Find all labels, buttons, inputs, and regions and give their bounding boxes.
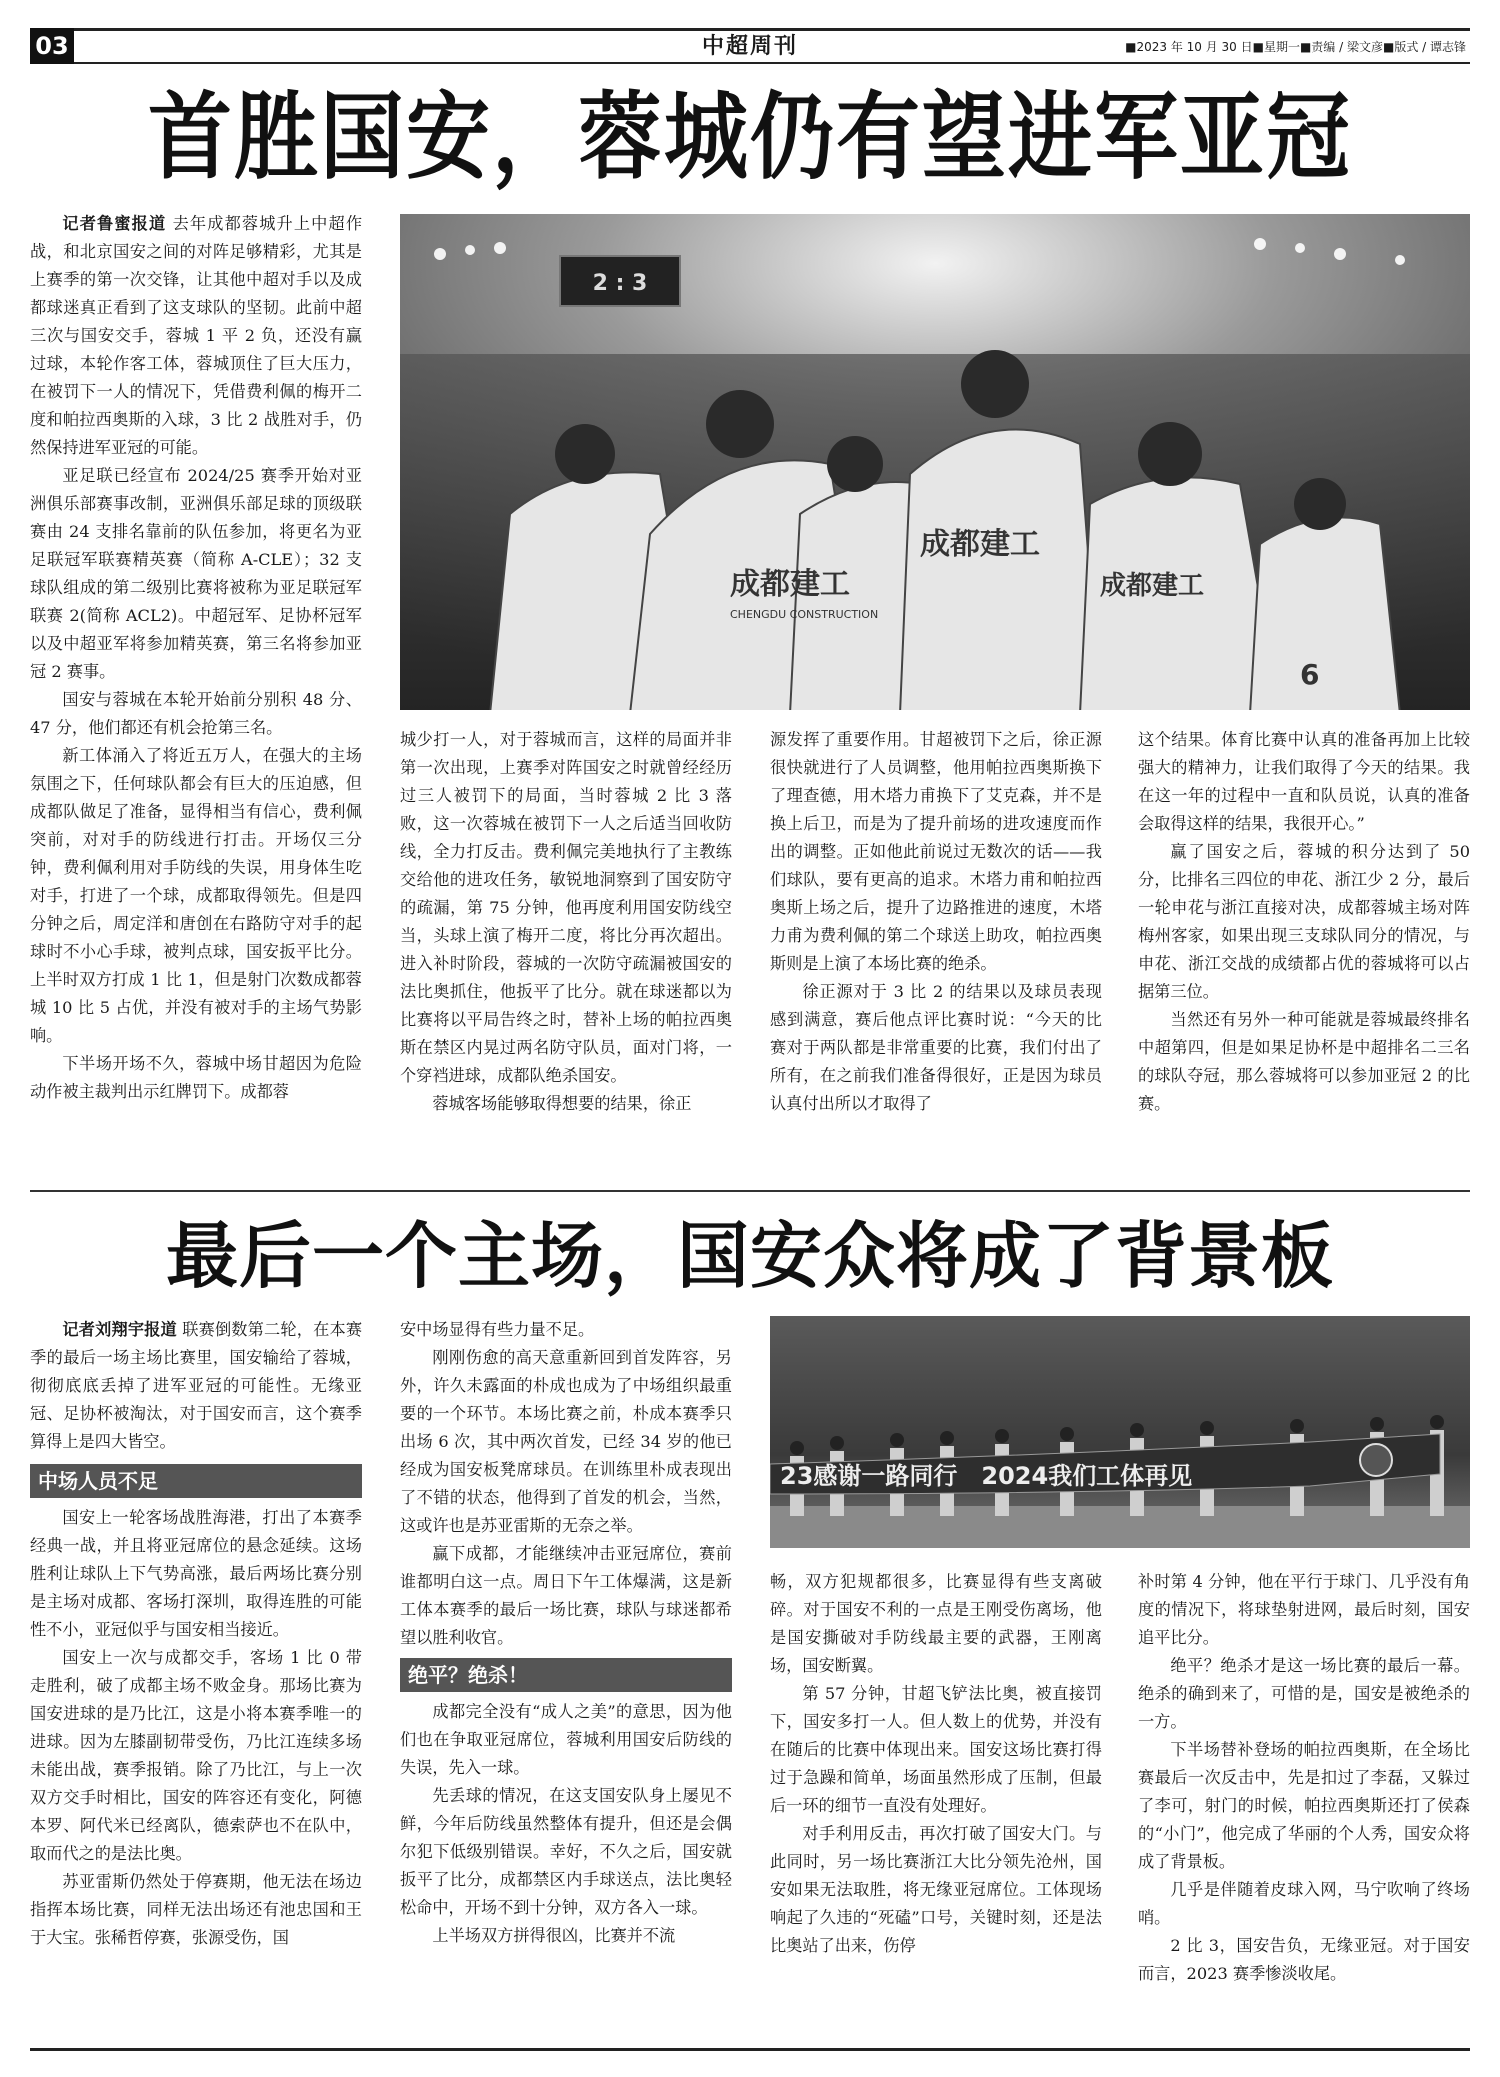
story1-column-1 xyxy=(30,210,362,1172)
club-crest-icon xyxy=(1360,1444,1392,1476)
story1-col1-p3: 国安与蓉城在本轮开始前分别积 48 分、47 分，他们都还有机会抢第三名。 xyxy=(30,690,362,737)
shirt-sponsor: 成都建工 xyxy=(730,567,850,602)
story1-column-3 xyxy=(770,726,1102,1172)
story2-col1-p2: 国安上一轮客场战胜海港，打出了本赛季经典一战，并且将亚冠席位的悬念延续。这场胜利让球队上下气势高涨，最后两场比赛分别是主场对成都、客场打深圳，取得连胜的可能性不小，亚冠似乎与国安相当接近。 xyxy=(30,1508,362,1639)
story2-photo xyxy=(770,1316,1470,1548)
story1-column-4 xyxy=(1138,726,1470,1172)
story2-col2-p5: 上半场双方拼得很凶，比赛并不流 xyxy=(432,1926,676,1945)
story1-col1-p5: 下半场开场不久，蓉城中场甘超因为危险动作被主裁判出示红牌罚下。成都蓉 xyxy=(30,1054,362,1101)
story2-column-3 xyxy=(770,1568,1102,2046)
story1-col3-p1: 源发挥了重要作用。甘超被罚下之后，徐正源很快就进行了人员调整，他用帕拉西奥斯换下了理查德，用木塔力甫换下了艾克森，并不是换上后卫，而是为了提升前场的进攻速度而作出的调整。正如他此前说过无数次的话——我们球队，要有更高的追求。木塔力甫和帕拉西奥斯上场之后，提升了边路推进的速度，木塔力甫为费利佩的第二个球送上助攻，帕拉西奥斯则是上演了本场比赛的绝杀。 xyxy=(770,730,1102,973)
story2-col4-p1: 补时第 4 分钟，他在平行于球门、几乎没有角度的情况下，将球垫射进网，最后时刻，国安追平比分。 xyxy=(1138,1572,1470,1647)
story2-col1-p4: 苏亚雷斯仍然处于停赛期，他无法在场边指挥本场比赛，同样无法出场还有池忠国和王于大宝。张稀哲停赛，张源受伤，国 xyxy=(30,1872,362,1947)
shirt-sponsor-en: CHENGDU CONSTRUCTION xyxy=(730,608,879,621)
publication-name: 中超周刊 xyxy=(701,34,798,59)
subhead-equalizer: 绝平？绝杀！ xyxy=(400,1658,732,1692)
story2-col4-p3: 下半场替补登场的帕拉西奥斯，在全场比赛最后一次反击中，先是扣过了李磊，又躲过了李可，射门的时候，帕拉西奥斯还打了侯森的“小门”，他完成了华丽的个人秀，国安众将成了背景板。 xyxy=(1138,1740,1470,1871)
story2-col2-p0: 安中场显得有些力量不足。 xyxy=(400,1320,595,1339)
story1-col1-p4: 新工体涌入了将近五万人，在强大的主场氛围之下，任何球队都会有巨大的压迫感，但成都队做足了准备，显得相当有信心，费利佩突前，对对手的防线进行打击。开场仅三分钟，费利佩利用对手防线的失误，用身体生吃对手，打进了一个球，成都取得领先。但是四分钟之后，周定洋和唐创在右路防守对手的起球时不小心手球，被判点球，国安扳平比分。上半时双方打成 1 比 1，但是射门次数成都蓉城 10 比 5 占优，并没有被对手的主场气势影响。 xyxy=(30,746,362,1045)
story2-col2-p4: 先丢球的情况，在这支国安队身上屡见不鲜，今年后防线虽然整体有提升，但还是会偶尔犯下低级别错误。幸好，不久之后，国安就扳平了比分，成都禁区内手球送点，法比奥轻松命中，开场不到十分钟，双方各入一球。 xyxy=(400,1786,732,1917)
shirt-sponsor-3: 成都建工 xyxy=(1100,571,1205,601)
story1-headline: 首胜国安，蓉城仍有望进军亚冠 xyxy=(147,82,1352,192)
subhead-midfield: 中场人员不足 xyxy=(30,1464,362,1498)
story2-col4-p2: 绝平？绝杀才是这一场比赛的最后一幕。绝杀的确到来了，可惜的是，国安是被绝杀的一方。 xyxy=(1138,1656,1470,1731)
story2-col3-p2: 第 57 分钟，甘超飞铲法比奥，被直接罚下，国安多打一人。但人数上的优势，并没有在随后的比赛中体现出来。国安这场比赛打得过于急躁和简单，场面虽然形成了压制，但最后一环的细节一直没有处理好。 xyxy=(770,1684,1102,1815)
story1-column-2 xyxy=(400,726,732,1172)
story1-col2-p1: 城少打一人，对于蓉城而言，这样的局面并非第一次出现，上赛季对阵国安之时就曾经经历过三人被罚下的局面，当时蓉城 2 比 3 落败，这一次蓉城在被罚下一人之后适当回收防线，全力打反击。费利佩完美地执行了主教练交给他的进攻任务，敏锐地洞察到了国安防守的疏漏，第 75 分钟，他再度利用国安防线空当，头球上演了梅开二度，将比分再次超出。进入补时阶段，蓉城的一次防守疏漏被国安的法比奥抓住，他扳平了比分。就在球迷都以为比赛将以平局告终之时，替补上场的帕拉西奥斯在禁区内晃过两名防守队员，面对门将，一个穿裆进球，成都队绝杀国安。 xyxy=(400,730,732,1085)
story2-col1-p3: 国安上一次与成都交手，客场 1 比 0 带走胜利，破了成都主场不败金身。那场比赛为国安进球的是乃比江，这是小将本赛季唯一的进球。因为左膝副韧带受伤，乃比江连续多场未能出战，赛季报销。除了乃比江，与上一次双方交手时相比，国安的阵容还有变化，阿德本罗、阿代米已经离队，德索萨也不在队中，取而代之的是法比奥。 xyxy=(30,1648,362,1863)
story2-col4-p4: 几乎是伴随着皮球入网，马宁吹响了终场哨。 xyxy=(1138,1880,1470,1927)
story1-col4-p3: 当然还有另外一种可能就是蓉城最终排名中超第四，但是如果足协杯是中超排名二三名的球队夺冠，那么蓉城将可以参加亚冠 2 的比赛。 xyxy=(1138,1010,1470,1113)
header-meta: ■2023 年 10 月 30 日■星期一■责编 / 梁文彦■版式 / 谭志锋 xyxy=(1125,40,1466,54)
page-number: 03 xyxy=(30,28,74,64)
story1-photo xyxy=(400,214,1470,710)
shirt-number: 6 xyxy=(1300,658,1320,691)
story2-col3-p1: 畅，双方犯规都很多，比赛显得有些支离破碎。对于国安不利的一点是王刚受伤离场，他是国安撕破对手防线最主要的武器，王刚离场，国安断翼。 xyxy=(770,1572,1102,1675)
story2-col2-p3: 成都完全没有“成人之美”的意思，因为他们也在争取亚冠席位，蓉城利用国安后防线的失误，先入一球。 xyxy=(400,1702,732,1777)
story1-byline: 记者鲁蜜报道 xyxy=(62,214,167,233)
story1-col2-p2: 蓉城客场能够取得想要的结果，徐正 xyxy=(432,1094,692,1113)
story1-col4-p2: 赢了国安之后，蓉城的积分达到了 50 分，比排名三四位的申花、浙江少 2 分，最后一轮申花与浙江直接对决，成都蓉城主场对阵梅州客家，如果出现三支球队同分的情况，与申花、浙江交战的成绩都占优的蓉城将可以占据第三位。 xyxy=(1138,842,1470,1001)
story2-col4-p5: 2 比 3，国安告负，无缘亚冠。对于国安而言，2023 赛季惨淡收尾。 xyxy=(1138,1936,1470,1983)
story2-byline: 记者刘翔宇报道 xyxy=(62,1320,177,1339)
story2-col2-p1: 刚刚伤愈的高天意重新回到首发阵容，另外，许久未露面的朴成也成为了中场组织最重要的一个环节。本场比赛之前，朴成本赛季只出场 6 次，其中两次首发，已经 34 岁的他已经成为国安板凳席球员。在训练里朴成表现出了不错的状态，他得到了首发的机会，当然，这或许也是苏亚雷斯的无奈之举。 xyxy=(400,1348,732,1535)
story1-col1-p2: 亚足联已经宣布 2024/25 赛季开始对亚洲俱乐部赛事改制，亚洲俱乐部足球的顶级联赛由 24 支排名靠前的队伍参加，将更名为亚足联冠军联赛精英赛（简称 A-CLE）；32 支球队组成的第二级别比赛将被称为亚足联冠军联赛 2(简称 ACL2)。中超冠军、足协杯冠军以及中超亚军将参加精英赛，第三名将参加亚冠 2 赛事。 xyxy=(30,466,362,681)
story2-col1-p1: 联赛倒数第二轮，在本赛季的最后一场主场比赛里，国安输给了蓉城，彻彻底底丢掉了进军亚冠的可能性。无缘亚冠、足协杯被淘汰，对于国安而言，这个赛季算得上是四大皆空。 xyxy=(30,1320,362,1451)
story2-column-4 xyxy=(1138,1568,1470,2046)
page-header xyxy=(30,28,1470,64)
story1-col4-p1: 这个结果。体育比赛中认真的准备再加上比较强大的精神力，让我们取得了今天的结果。我在这一年的过程中一直和队员说，认真的准备会取得这样的结果，我很开心。” xyxy=(1138,730,1470,833)
section-divider xyxy=(30,1190,1470,1192)
story2-headline: 最后一个主场，国安众将成了背景板 xyxy=(165,1214,1334,1298)
story2-col3-p3: 对手利用反击，再次打破了国安大门。与此同时，另一场比赛浙江大比分领先沧州，国安如果无法取胜，将无缘亚冠席位。工体现场响起了久违的“死磕”口号，关键时刻，还是法比奥站了出来，伤停 xyxy=(770,1824,1102,1955)
page-bottom-rule xyxy=(30,2048,1470,2051)
scoreboard-score: 2 : 3 xyxy=(592,271,648,296)
shirt-sponsor-2: 成都建工 xyxy=(920,527,1040,562)
celebration-photo-graphic xyxy=(400,214,1470,710)
story1-col1-p1: 去年成都蓉城升上中超作战，和北京国安之间的对阵足够精彩，尤其是上赛季的第一次交锋，让其他中超对手以及成都球迷真正看到了这支球队的坚韧。此前中超三次与国安交手，蓉城 1 平 2 负，还没有赢过球，本轮作客工体，蓉城顶住了巨大压力，在被罚下一人的情况下，凭借费利佩的梅开二度和帕拉西奥斯的入球，3 比 2 战胜对手，仍然保持进军亚冠的可能。 xyxy=(30,214,362,457)
story2-col2-p2: 赢下成都，才能继续冲击亚冠席位，赛前谁都明白这一点。周日下午工体爆满，这是新工体本赛季的最后一场比赛，球队与球迷都希望以胜利收官。 xyxy=(400,1544,732,1647)
team-banner-photo-graphic xyxy=(770,1316,1470,1548)
story2-column-2 xyxy=(400,1316,732,2046)
story2-column-1 xyxy=(30,1316,362,2046)
banner-text: 23感谢一路同行 2024我们工体再见 xyxy=(780,1462,1193,1490)
story1-col3-p2: 徐正源对于 3 比 2 的结果以及球员表现感到满意，赛后他点评比赛时说：“今天的比赛对于两队都是非常重要的比赛，我们付出了所有，在之前我们准备得很好，正是因为球员认真付出所以才取得了 xyxy=(770,982,1102,1113)
